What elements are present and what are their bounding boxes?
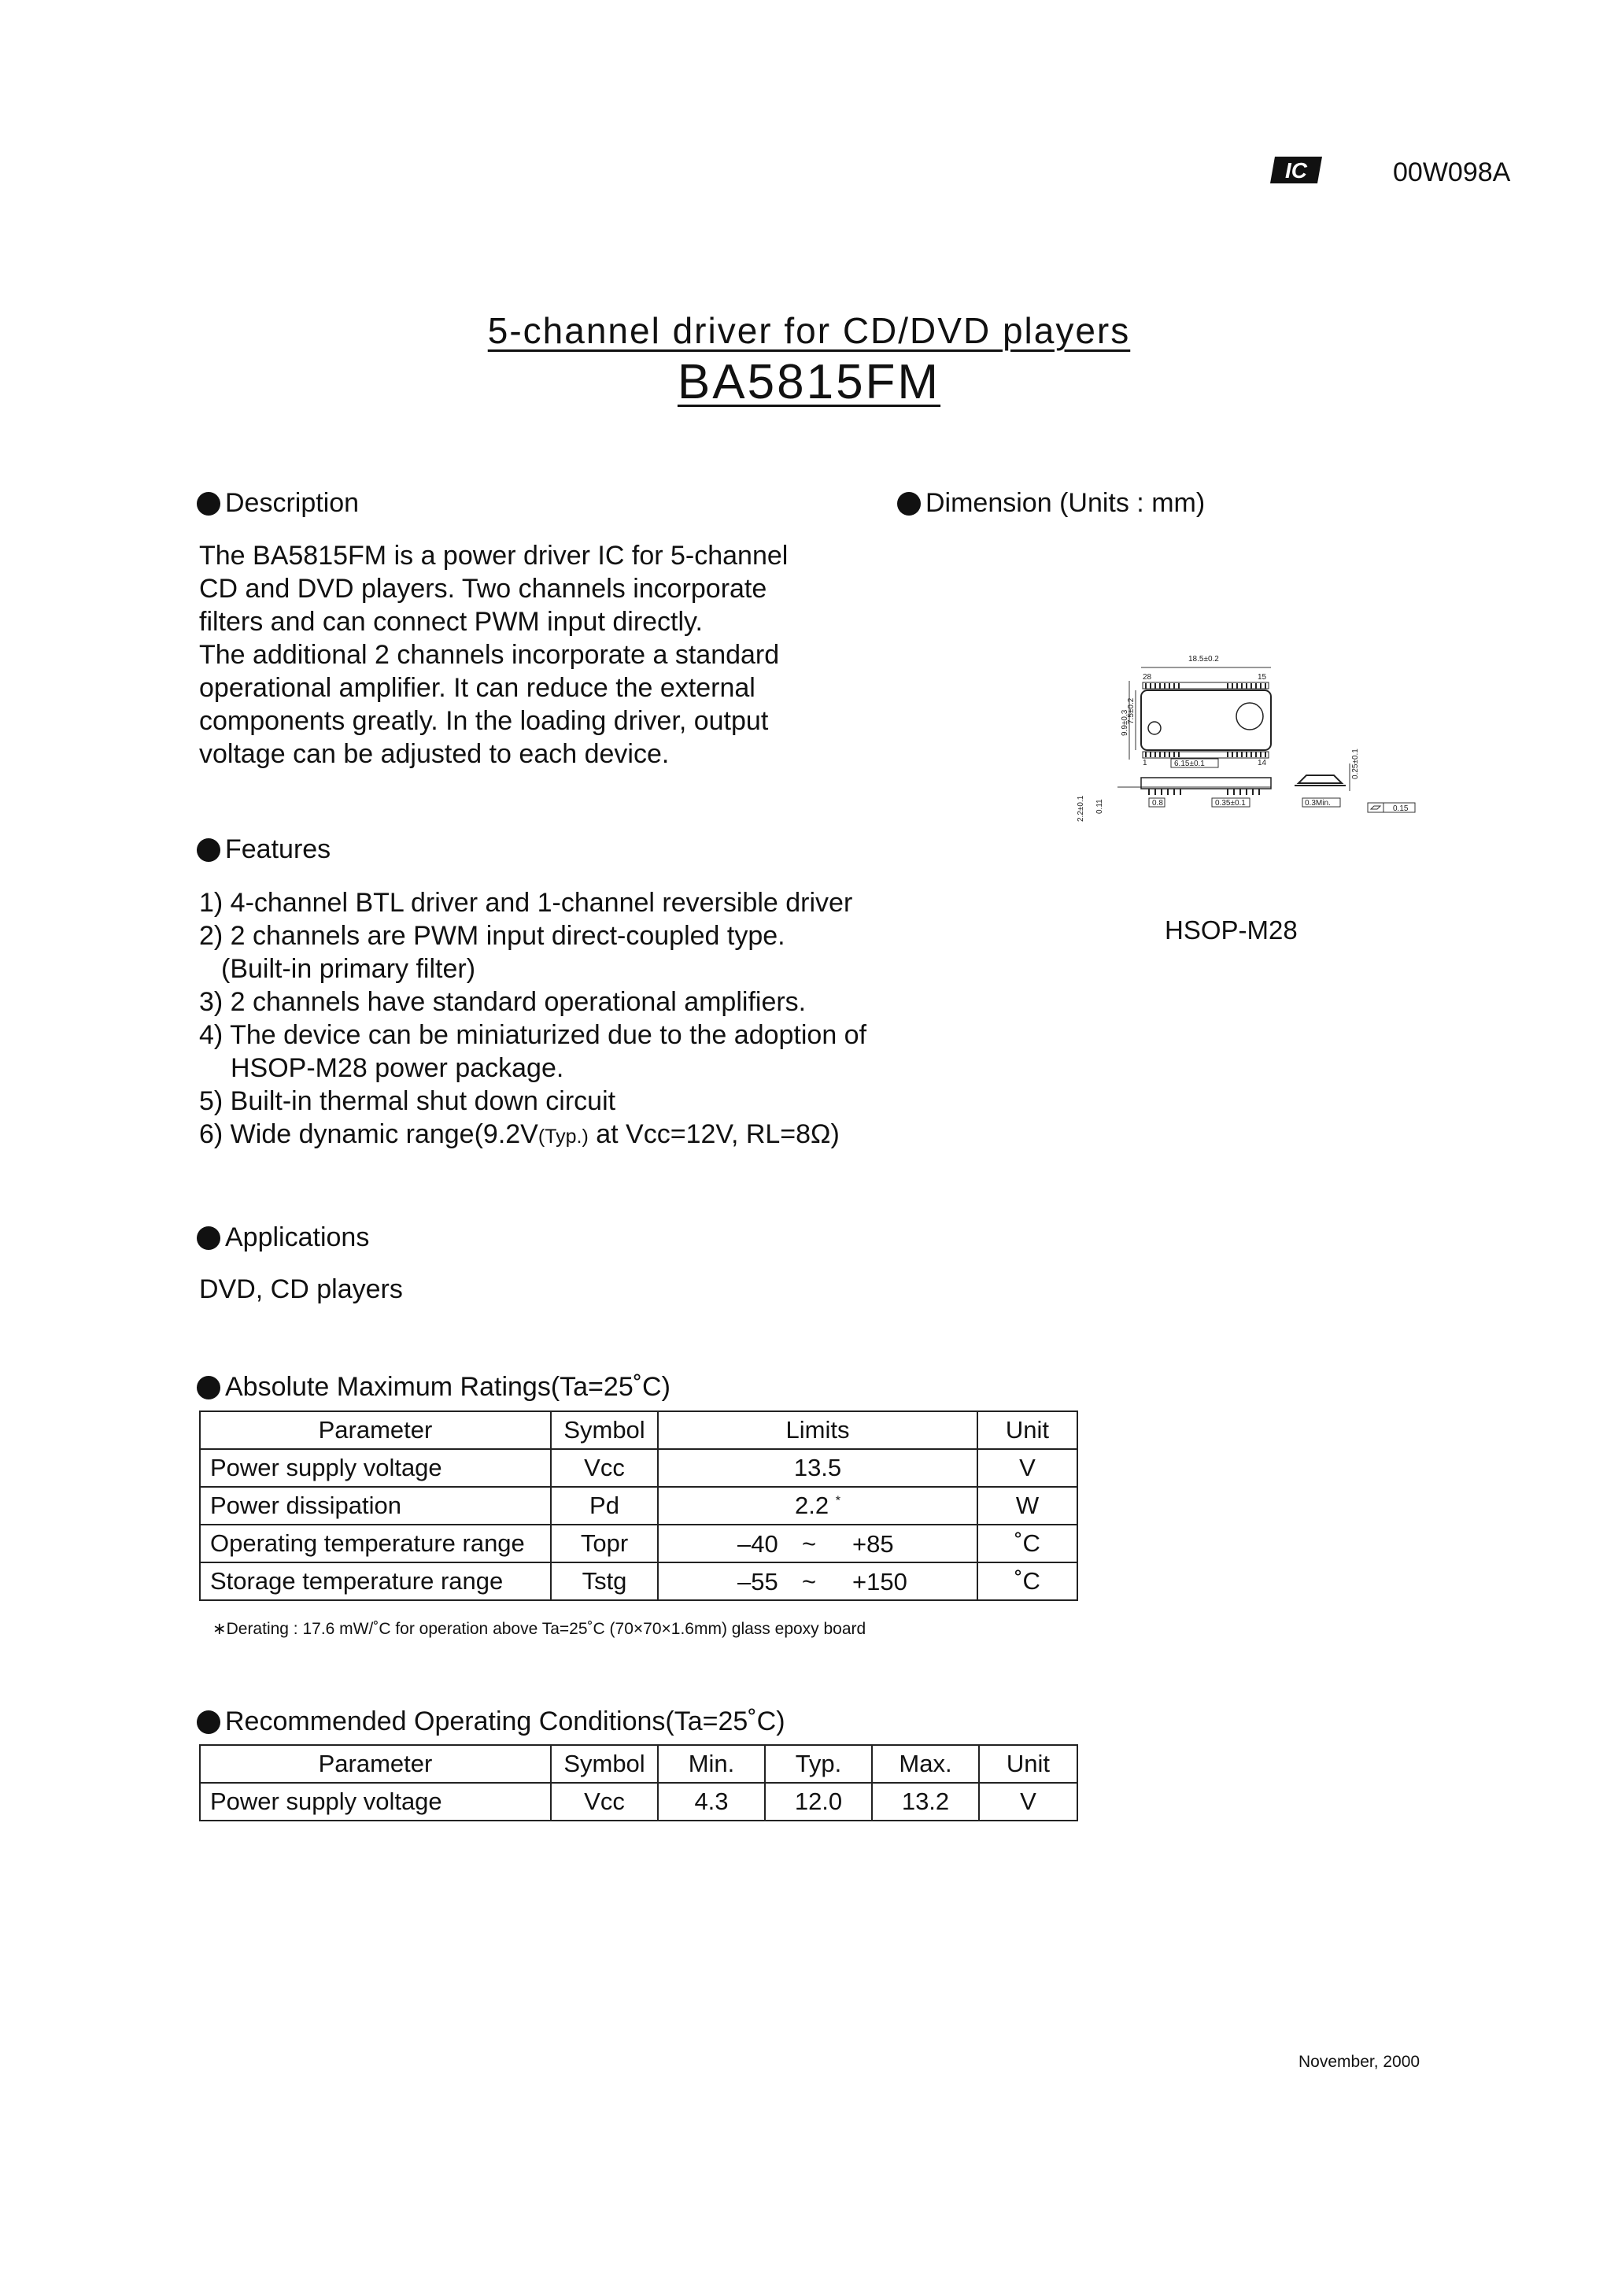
abs-max-table [199,1411,1078,1601]
limit-range-sep: ~ [802,1568,817,1595]
unit-cell: ˚C [977,1525,1077,1562]
max-cell: 13.2 [872,1783,979,1821]
param-cell: Storage temperature range [200,1562,551,1600]
column-header: Parameter [200,1745,551,1783]
limit-range-sep: ~ [802,1530,817,1558]
rec-op-heading-label: Recommended Operating Conditions(Ta=25˚C) [225,1706,785,1736]
feature-item-6-condition: at Vcc=12V, RL=8Ω) [588,1119,840,1149]
param-cell: Operating temperature range [200,1525,551,1562]
column-header: Unit [977,1411,1077,1449]
rec-op-heading [197,1706,785,1737]
applications-heading-label: Applications [225,1222,370,1252]
part-number-title: BA5815FM [677,355,941,409]
abs-max-heading-label: Absolute Maximum Ratings(Ta=25˚C) [225,1372,670,1402]
min-cell: 4.3 [658,1783,765,1821]
description-text [199,539,788,771]
rec-op-table [199,1744,1078,1821]
document-code: 00W098A [1393,157,1511,187]
abs-max-heading [197,1372,670,1403]
derating-note: ∗Derating : 17.6 mW/˚C for operation above Ta=25˚C (70×70×1.6mm) glass epoxy board [212,1620,866,1638]
column-header: Typ. [765,1745,872,1783]
feature-item [199,1118,866,1153]
column-header: Unit [979,1745,1077,1783]
bullet-icon [197,838,220,862]
limit-cell [658,1562,977,1600]
subtitle: 5-channel driver for CD/DVD players [487,310,1131,351]
column-header: Max. [872,1745,979,1783]
limit-min: –40 [737,1530,778,1558]
feature-item: HSOP-M28 power package. [231,1053,564,1083]
svg-text:IC: IC [1285,158,1307,183]
svg-text:0.25±0.1: 0.25±0.1 [1351,749,1360,779]
limit-max: +85 [852,1530,894,1558]
typ-note: (Typ.) [537,1126,589,1148]
ic-logo [1269,155,1324,185]
feature-item: 1) 4-channel BTL driver and 1-channel reversible driver [199,888,853,918]
feature-item: (Built-in primary filter) [221,954,476,984]
limit-note-mark: * [835,1494,840,1508]
column-header: Min. [658,1745,765,1783]
description-line: The additional 2 channels incorporate a standard [199,640,780,670]
description-line: components greatly. In the loading driver, output [199,706,769,736]
top-pins [1143,682,1269,689]
svg-text:18.5±0.2: 18.5±0.2 [1188,655,1219,664]
svg-text:0.15: 0.15 [1393,804,1409,813]
feature-item: 4) The device can be miniaturized due to the adoption of [199,1020,867,1050]
dimension-heading-label: Dimension (Units : mm) [925,488,1206,518]
unit-cell: ˚C [977,1562,1077,1600]
table-row [200,1487,1077,1525]
description-heading [197,488,359,519]
description-heading-label: Description [225,488,360,518]
unit-cell: W [977,1487,1077,1525]
svg-text:7.5±0.2: 7.5±0.2 [1127,697,1136,724]
svg-text:0.11: 0.11 [1095,799,1104,814]
description-line: operational amplifier. It can reduce the external [199,673,755,703]
feature-item: 3) 2 channels have standard operational amplifiers. [199,987,807,1017]
feature-item: 5) Built-in thermal shut down circuit [199,1086,616,1116]
limit-min: –55 [737,1568,778,1595]
table-row [200,1525,1077,1562]
symbol-cell: Tstg [551,1562,658,1600]
features-heading [197,834,331,865]
symbol-cell: Vcc [551,1449,658,1487]
description-line: voltage can be adjusted to each device. [199,739,670,769]
unit-cell: V [977,1449,1077,1487]
bullet-icon [197,1710,220,1734]
document-date: November, 2000 [1298,2053,1420,2071]
features-heading-label: Features [225,834,331,864]
svg-text:28: 28 [1143,673,1152,682]
column-header: Symbol [551,1745,658,1783]
feature-item-6-text: 6) Wide dynamic range(9.2V [199,1119,538,1149]
limit-cell: 13.5 [658,1449,977,1487]
svg-text:9.9±0.3: 9.9±0.3 [1121,709,1129,736]
limit-cell [658,1525,977,1562]
bottom-pins [1143,752,1269,758]
param-cell: Power supply voltage [200,1449,551,1487]
unit-cell: V [979,1783,1077,1821]
description-line: filters and can connect PWM input directly. [199,607,703,637]
description-line: The BA5815FM is a power driver IC for 5-channel [199,541,789,571]
symbol-cell: Pd [551,1487,658,1525]
package-drawing [1070,645,1432,826]
column-header: Parameter [200,1411,551,1449]
svg-text:0.35±0.1: 0.35±0.1 [1215,799,1246,808]
svg-text:14: 14 [1258,759,1267,767]
param-cell: Power supply voltage [200,1783,551,1821]
svg-text:0.3Min.: 0.3Min. [1305,799,1331,808]
column-header: Symbol [551,1411,658,1449]
description-line: CD and DVD players. Two channels incorporate [199,574,767,604]
applications-heading [197,1222,369,1253]
param-cell: Power dissipation [200,1487,551,1525]
bullet-icon [197,492,220,516]
symbol-cell: Topr [551,1525,658,1562]
package-name: HSOP-M28 [1165,915,1298,945]
svg-text:15: 15 [1258,673,1267,682]
svg-text:0.8: 0.8 [1152,799,1163,808]
svg-text:6.15±0.1: 6.15±0.1 [1174,760,1205,768]
bullet-icon [197,1226,220,1250]
features-list [199,886,866,1153]
column-header: Limits [658,1411,977,1449]
symbol-cell: Vcc [551,1783,658,1821]
table-header-row [200,1411,1077,1449]
table-header-row [200,1745,1077,1783]
bullet-icon [197,1376,220,1399]
svg-text:2.2±0.1: 2.2±0.1 [1077,795,1085,822]
feature-item: 2) 2 channels are PWM input direct-coupled type. [199,921,785,951]
bullet-icon [897,492,921,516]
table-row [200,1449,1077,1487]
limit-value: 2.2 [795,1492,829,1519]
limit-max: +150 [852,1568,907,1595]
typ-cell: 12.0 [765,1783,872,1821]
table-row [200,1562,1077,1600]
svg-text:1: 1 [1143,759,1147,767]
applications-text: DVD, CD players [199,1274,403,1304]
table-row [200,1783,1077,1821]
limit-cell [658,1487,977,1525]
dimension-heading [897,488,1205,519]
